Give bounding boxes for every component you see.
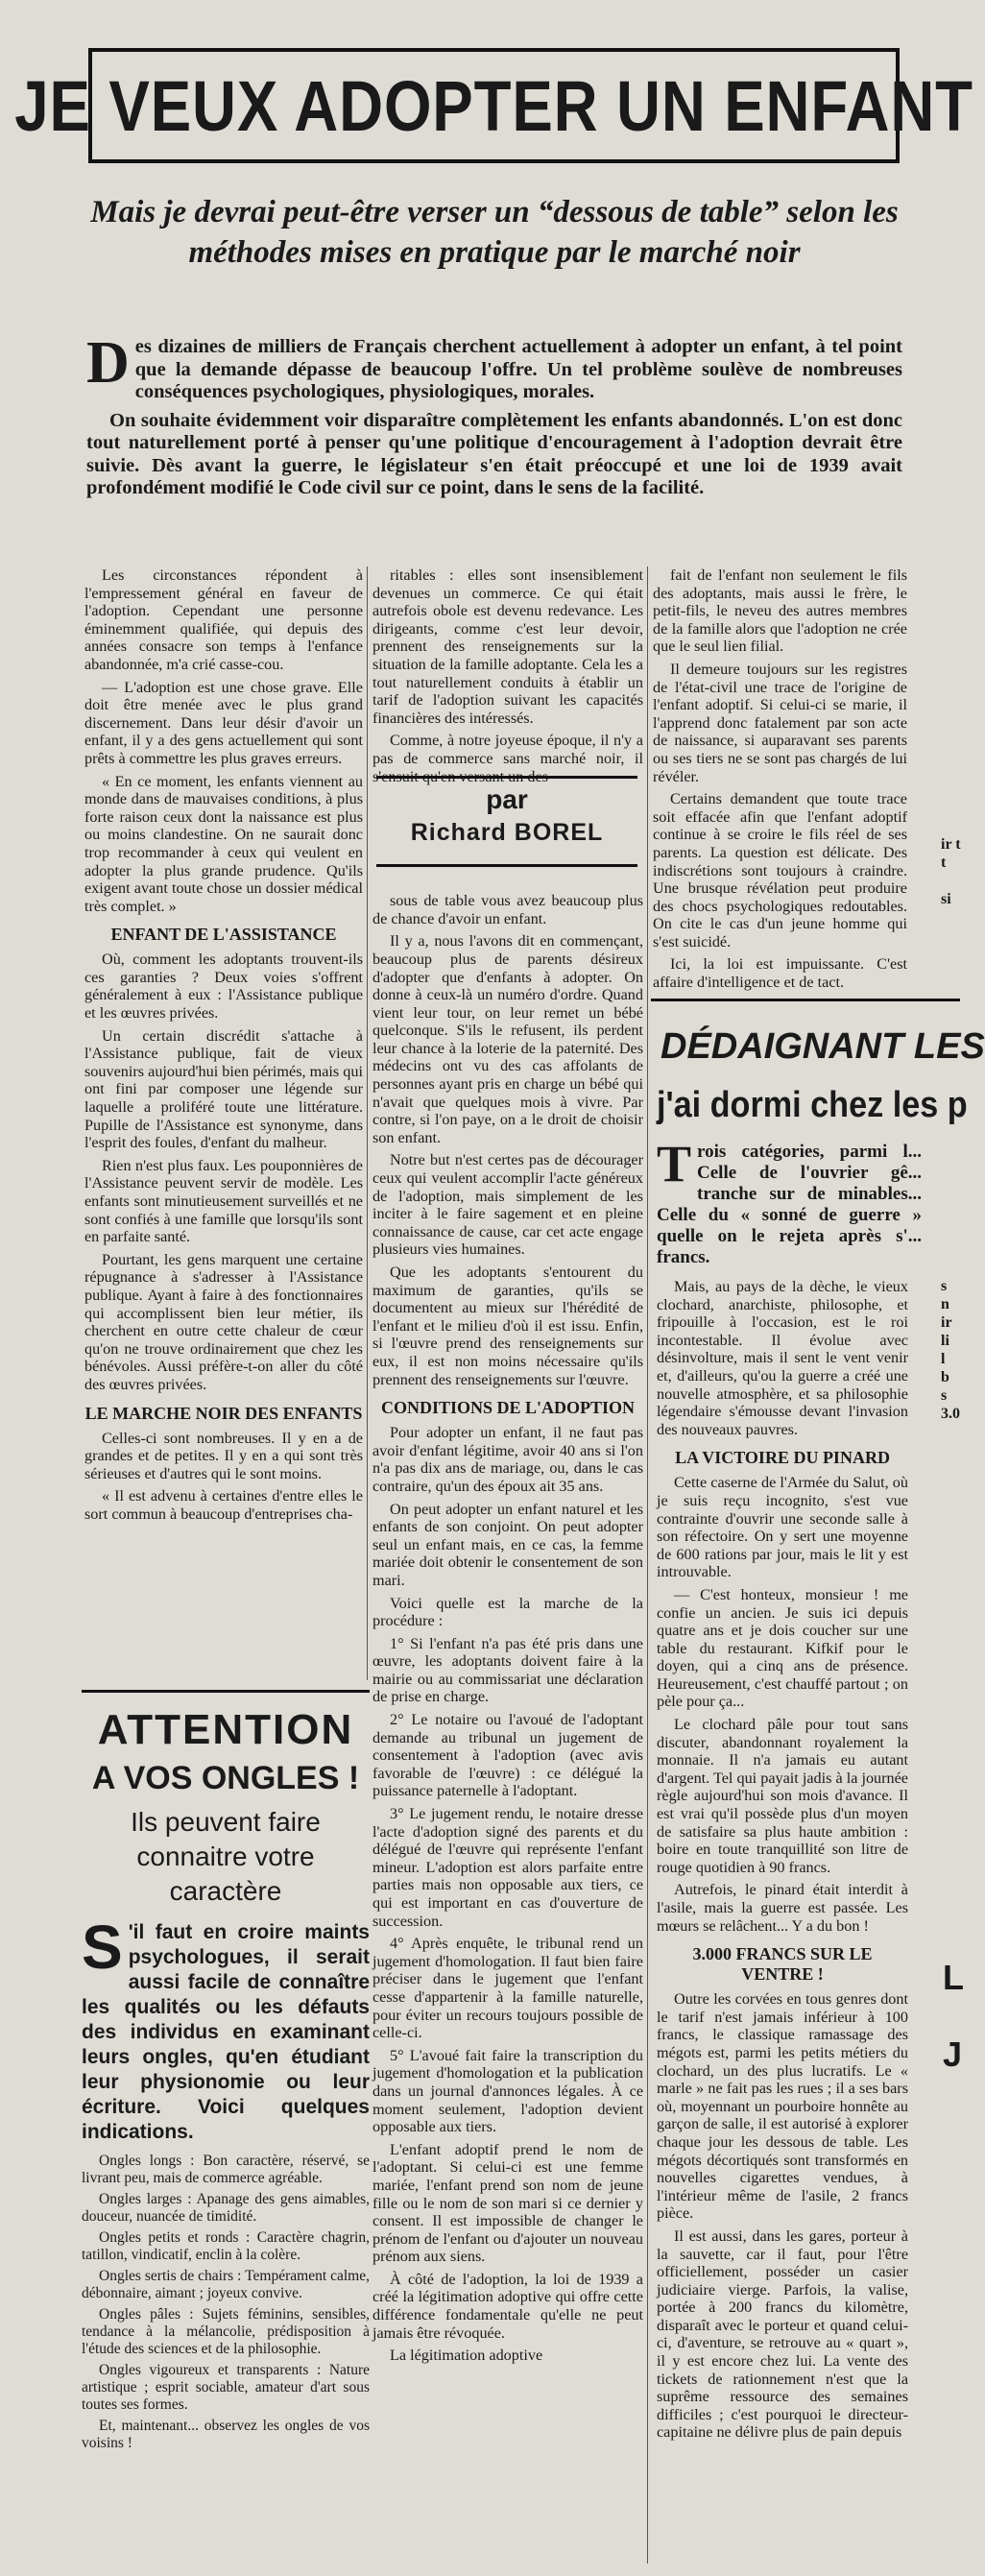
list-item: Ongles sertis de chairs : Tempérament calme, débonnaire, aimant ; joyeux convive. bbox=[82, 2268, 370, 2301]
paragraph: Rien n'est plus faux. Les pouponnières de l'Assistance peuvent servir de modèle. Les enfants sont minutieusement surveillés et ne sont confiés à une famille que lorsqu'ils sont en parfaite santé. bbox=[84, 1156, 363, 1246]
paragraph: L'enfant adoptif prend le nom de l'adoptant. Si celui-ci est une femme mariée, l'enfant prend son nom de jeune fille ou le nom de son mari si ce dernier y consent. Il est impossible de changer le prénom de l'enfant ou d'ajouter un nouveau prénom aux siens. bbox=[372, 2140, 643, 2266]
list-item: Et, maintenant... observez les ongles de vos voisins ! bbox=[82, 2418, 370, 2451]
section-heading: ENFANT DE L'ASSISTANCE bbox=[110, 925, 337, 945]
attention-lead: S 'il faut en croire maints psychologues, il serait aussi facile de connaître les qualités ou les défauts des individus en examinant leurs ongles, qu'en étudiant leur physionomie ou leur écriture. Voici quelques indications. bbox=[82, 1913, 370, 2143]
paragraph: Autrefois, le pinard était interdit à l'asile, mais la guerre est passée. Les mœurs se relâchent... Y a du bon ! bbox=[657, 1881, 908, 1935]
paragraph: Pour adopter un enfant, il ne faut pas avoir d'enfant légitime, avoir 40 ans si l'on n'a pas dix ans de mariage, ou, dans le cas contraire, qu'un des époux ait 35 ans. bbox=[372, 1424, 643, 1495]
intro-paragraph-2: On souhaite évidemment voir disparaître complètement les enfants abandonnés. L'on est donc tout naturellement porté à penser qu'une politique d'encouragement à l'adoption devrait être suivie. Dès avant la guerre, le législateur s'en était préoccupé et une loi de 1939 avait profondément modifié le Code civil sur ce point, dans le sens de la facilité. bbox=[86, 409, 902, 498]
column-1 bbox=[84, 566, 363, 1529]
list-item: Ongles longs : Bon caractère, réservé, se livrant peu, mais de commerce agréable. bbox=[82, 2153, 370, 2186]
dedaignant-title: DÉDAIGNANT LES bbox=[661, 1026, 985, 1067]
paragraph: Comme, à notre joyeuse époque, il n'y a pas de commerce sans marché noir, il s'ensuit qu'en versant un des- bbox=[372, 732, 643, 785]
list-item: Ongles vigoureux et transparents : Nature artistique ; esprit sociable, amateur d'art sous toutes ses formes. bbox=[82, 2362, 370, 2413]
dedaignant-article bbox=[651, 999, 985, 2576]
paragraph: À côté de l'adoption, la loi de 1939 a créé la légitimation adoptive qui offre cette différence fondamentale qu'elle ne peut jamais être révoquée. bbox=[372, 2270, 643, 2342]
right-edge-letters: L J bbox=[943, 1958, 964, 2074]
paragraph: « En ce moment, les enfants viennent au monde dans de mauvaises conditions, à plus forte raison ceux dont la naissance est plus ou moins clandestine. On ne saurait donc trop recommander à ceux qui veulent en adopter la plus grande prudence. Qu'ils exigent avant toute chose un dossier médical très complet. » bbox=[84, 772, 363, 915]
paragraph: Où, comment les adoptants trouvent-ils ces garanties ? Deux voies s'offrent généralement à eux : l'Assistance publique et les œuvres privées. bbox=[84, 951, 363, 1023]
paragraph: Notre but n'est certes pas de décourager ceux qui veulent accomplir l'acte généreux de l'adoption, mais simplement de les inciter à le faire sagement et en pleine connaissance de cause, car cet acte engage plusieurs vies humaines. bbox=[372, 1151, 643, 1259]
dropcap: T bbox=[657, 1135, 692, 1192]
attention-list bbox=[82, 2153, 370, 2452]
column-rule bbox=[647, 566, 648, 2564]
paragraph: Un certain discrédit s'attache à l'Assistance publique, fait de vieux souvenirs aujourd'hui bien périmés, mais qui ont fini par composer une légende sur laquelle a proliféré toute une littérature. Pupille de l'Assistance est synonyme, dans l'esprit des foules, d'enfant du malheur. bbox=[84, 1026, 363, 1152]
paragraph: Certains demandent que toute trace soit effacée afin que l'enfant adoptif continue à se croire le fils réel de ses parents. La question est délicate. Des indiscrétions sont toujours à craindre. Une brusque révélation peut produire des chocs psychologiques redoutables. On cite le cas d'un jeune homme qui s'est suicidé. bbox=[653, 790, 907, 951]
paragraph: Il est aussi, dans les gares, porteur à la sauvette, car il faut, pour l'être officiellement, posséder un casier judiciaire vierge. Parfois, la valise, portée à 200 francs du kilomètre, disparaît avec le porteur et quand celui-ci, d'aventure, se retrouve au « quart », il y est encore chez lui. La vente des tickets de rationnement n'est que la suprême ressource des semaines difficiles ; c'est pourquoi le directeur-capitaine ne délivre plus de pain depuis bbox=[657, 2227, 908, 2442]
paragraph: 1° Si l'enfant n'a pas été pris dans une œuvre, les adoptants doivent faire à la mairie ou au commissariat une déclaration de prise en charge. bbox=[372, 1634, 643, 1706]
headline-box bbox=[14, 48, 973, 163]
subheadline: Mais je devrai peut-être verser un “dessous de table” selon les méthodes mises en pratique par le marché noir bbox=[90, 195, 899, 270]
paragraph: Ici, la loi est impuissante. C'est affaire d'intelligence et de tact. bbox=[653, 955, 907, 992]
paragraph: Pourtant, les gens marquent une certaine répugnance à s'adresser à l'Assistance publique. Ayant à faire à des fonctionnaires qui accomplissent bien leur métier, ils cherchent en outre cette chaleur de cœur qu'on ne trouve ordinairement que chez les bénévoles. Aussi préfère-t-on aller du côté des œuvres privées. bbox=[84, 1250, 363, 1393]
paragraph: 5° L'avoué fait faire la transcription du jugement d'homologation et la publication dans un journal d'annonces légales. À ce moment seulement, l'adoption devient opposable aux tiers. bbox=[372, 2046, 643, 2136]
paragraph: 4° Après enquête, le tribunal rend un jugement d'homologation. Il faut bien faire préciser dans le jugement que l'enfant cesse d'appartenir à la famille naturelle, pour éviter un recours toujours possible de celle-ci. bbox=[372, 1935, 643, 2042]
intro bbox=[86, 330, 902, 506]
paragraph: Outre les corvées en tous genres dont le tarif n'est jamais inférieur à 100 francs, le classique ramassage des mégots est, parmi les petits métiers du clochard, un des plus lucratifs. Le « marle » ne fait pas les rues ; il a ses bars où, moyennant un pourboire honnête au garçon de salle, il est autorisé à explorer chaque jour les dessous de table. Les mégots décortiqués sont transformés en nouvelles cigarettes vendues, à l'intérieur même de l'asile, 2 francs pièce. bbox=[657, 1990, 908, 2223]
dropcap: S bbox=[82, 1913, 123, 1982]
right-edge-text: s n ir li l b s 3.0 bbox=[941, 1278, 960, 1422]
section-heading: LE MARCHE NOIR DES ENFANTS bbox=[84, 1403, 363, 1423]
paragraph: Mais, au pays de la dèche, le vieux clochard, anarchiste, philosophe, et fripouille à l'occasion, est le roi incontestable. Il évolue avec désinvolture, mais il sent le vent venir et, d'ailleurs, qu'ou la guerre a créé une nouvelle atmosphère, et sa philosophie légendaire s'émousse devant l'invasion des nouveaux pauvres. bbox=[657, 1278, 908, 1438]
dedaignant-body bbox=[657, 1278, 908, 2442]
section-heading: CONDITIONS DE L'ADOPTION bbox=[380, 1398, 636, 1418]
paragraph: La légitimation adoptive bbox=[390, 2347, 543, 2365]
paragraph: On peut adopter un enfant naturel et les enfants de son conjoint. On peut adopter seul un enfant mais, en ce cas, la femme mariée doit obtenir le consentement de son mari. bbox=[372, 1500, 643, 1589]
paragraph: 3° Le jugement rendu, le notaire dresse l'acte d'adoption signé des parents et du délégué de l'œuvre qui représente l'enfant mineur. L'adoption est alors parfaite entre parties mais non opposable aux tiers, ce qui est important en cas d'ouverture de succession. bbox=[372, 1805, 643, 1930]
right-edge-text: ir t t si bbox=[941, 836, 961, 907]
paragraph: Le clochard pâle pour tout sans discuter, abandonnant royalement la monnaie. Il n'a jamais eu autant d'argent. Tel qui payait jadis à la journée règle aujourd'hui son mois d'avance. Il est vrai qu'il possède plus d'un moyen de satisfaire sa plus haute ambition : boire en toute tranquillité son litre de rouge quotidien à 90 francs. bbox=[657, 1716, 908, 1876]
list-item: Ongles pâles : Sujets féminins, sensibles, tendance à la mélancolie, prédisposition à l'étude des sciences et de la philosophie. bbox=[82, 2306, 370, 2357]
paragraph: 2° Le notaire ou l'avoué de l'adoptant demande au tribunal un jugement de consentement à l'adoption (avec avis favorable de l'œuvre) : ce délégué la puissance paternelle à l'adoptant. bbox=[372, 1711, 643, 1800]
paragraph: « Il est advenu à certaines d'entre elles le sort commun à beaucoup d'entreprises cha- bbox=[84, 1487, 363, 1523]
section-heading: LA VICTOIRE DU PINARD bbox=[675, 1448, 890, 1468]
paragraph: Voici quelle est la marche de la procédure : bbox=[372, 1594, 643, 1630]
headline: JE VEUX ADOPTER UN ENFANT bbox=[14, 65, 973, 146]
byline bbox=[376, 776, 637, 867]
paragraph: Que les adoptants s'entourent du maximum de garanties, qu'ils se documentent au mieux sur l'hérédité de l'enfant et le milieu d'où il est issu. Enfin, si l'œuvre prend des renseignements sur eux, il est non moins nécessaire qu'ils prennent des renseignements sur l'œuvre. bbox=[372, 1264, 643, 1388]
dedaignant-subtitle: j'ai dormi chez les p bbox=[657, 1085, 968, 1125]
intro-paragraph-1: Des dizaines de milliers de Français cherchent actuellement à adopter un enfant, à tel point que la demande dépasse de beaucoup l'offre. Un tel problème soulève de nombreuses conséquences psychologiques, physiologiques, morales. bbox=[86, 330, 902, 402]
paragraph: Celles-ci sont nombreuses. Il y en a de grandes et de petites. Il y en a qui sont très sérieuses et d'autres qui le sont moins. bbox=[84, 1429, 363, 1482]
paragraph: Il y a, nous l'avons dit en commençant, beaucoup plus de parents désireux d'adopter que d'enfants à adopter. On donne à ceux-là un numéro d'ordre. Quand vient leur tour, on leur remet un bébé quelconque. S'ils le refusent, ils perdent leur chance à la loterie de la paternité. Des médecins ont vu des cas affolants de personnes ayant pris en charge un bébé qui n'avait que quelques mois à vivre. Par contre, si l'on paye, on a le droit de choisir son enfant. bbox=[372, 932, 643, 1146]
paragraph: ritables : elles sont insensiblement devenues un commerce. Ce qui était autrefois obole est devenu redevance. Les dirigeants, comme c'est leur devoir, prennent des renseignements sur la situation de la famille adoptante. Cela les a tout naturellement conduits à établir un tarif de l'adoption suivant les capacités financières des intéressés. bbox=[372, 566, 643, 727]
list-item: Ongles larges : Apanage des gens aimables, douceur, nuancée de timidité. bbox=[82, 2191, 370, 2225]
paragraph: — L'adoption est une chose grave. Elle doit être menée avec le plus grand discernement. Dans leur désir d'avoir un enfant, il y a des gens actuellement qui sont prêts à commettre les plus graves erreurs. bbox=[84, 678, 363, 767]
dropcap: D bbox=[86, 330, 130, 396]
byline-author: Richard BOREL bbox=[410, 819, 604, 846]
paragraph: Cette caserne de l'Armée du Salut, où je suis reçu incognito, s'est vue contrainte d'ouvrir une seconde salle à son réfectoire. On y sert une moyenne de 600 rations par jour, mais le lit y est introuvable. bbox=[657, 1474, 908, 1581]
attention-box bbox=[82, 1690, 370, 2557]
paragraph: sous de table vous avez beaucoup plus de chance d'avoir un enfant. bbox=[372, 892, 643, 927]
attention-subtitle: A VOS ONGLES ! bbox=[91, 1760, 360, 1796]
dedaignant-lead: Trois catégories, parmi l... Celle de l'ouvrier gê... tranche sur de minables... Celle du « sonné de guerre » quelle on le rejeta après s'... francs. bbox=[657, 1135, 922, 1267]
paragraph: fait de l'enfant non seulement le fils des adoptants, mais aussi le frère, le petit-fils, le neveu des autres membres de la famille alors que l'adoption ne crée que le seul lien filial. bbox=[653, 566, 907, 656]
paragraph: Il demeure toujours sur les registres de l'état-civil une trace de l'origine de l'enfant adoptif. Si celui-ci se marie, il l'apprend donc fatalement par son acte de naissance, si auparavant ses parents ou ses tiers ne se sont pas chargés de lui révéler. bbox=[653, 660, 907, 785]
attention-title: ATTENTION bbox=[97, 1706, 354, 1753]
column-3 bbox=[653, 566, 907, 997]
list-item: Ongles petits et ronds : Caractère chagrin, tatillon, vindicatif, enclin à la colère. bbox=[82, 2229, 370, 2263]
paragraph: — C'est honteux, monsieur ! me confie un ancien. Je suis ici depuis quatre ans et je dois coucher sur une table du restaurant. Kifkif pour le doyen, qui a cinq ans de présence. Heureusement, c'est chauffé partout ; on pèle pour ça... bbox=[657, 1585, 908, 1711]
column-rule bbox=[367, 566, 368, 1680]
byline-par: par bbox=[486, 784, 528, 814]
paragraph: Les circonstances répondent à l'empressement général en faveur de l'adoption. Cependant une personne éminemment qualifiée, qui depuis des années consacre son temps à l'enfance abandonnée, m'a crié casse-cou. bbox=[84, 566, 363, 673]
section-heading: 3.000 FRANCS SUR LE VENTRE ! bbox=[692, 1944, 873, 1985]
attention-tagline: Ils peuvent faire connaitre votre caractère bbox=[131, 1807, 321, 1906]
